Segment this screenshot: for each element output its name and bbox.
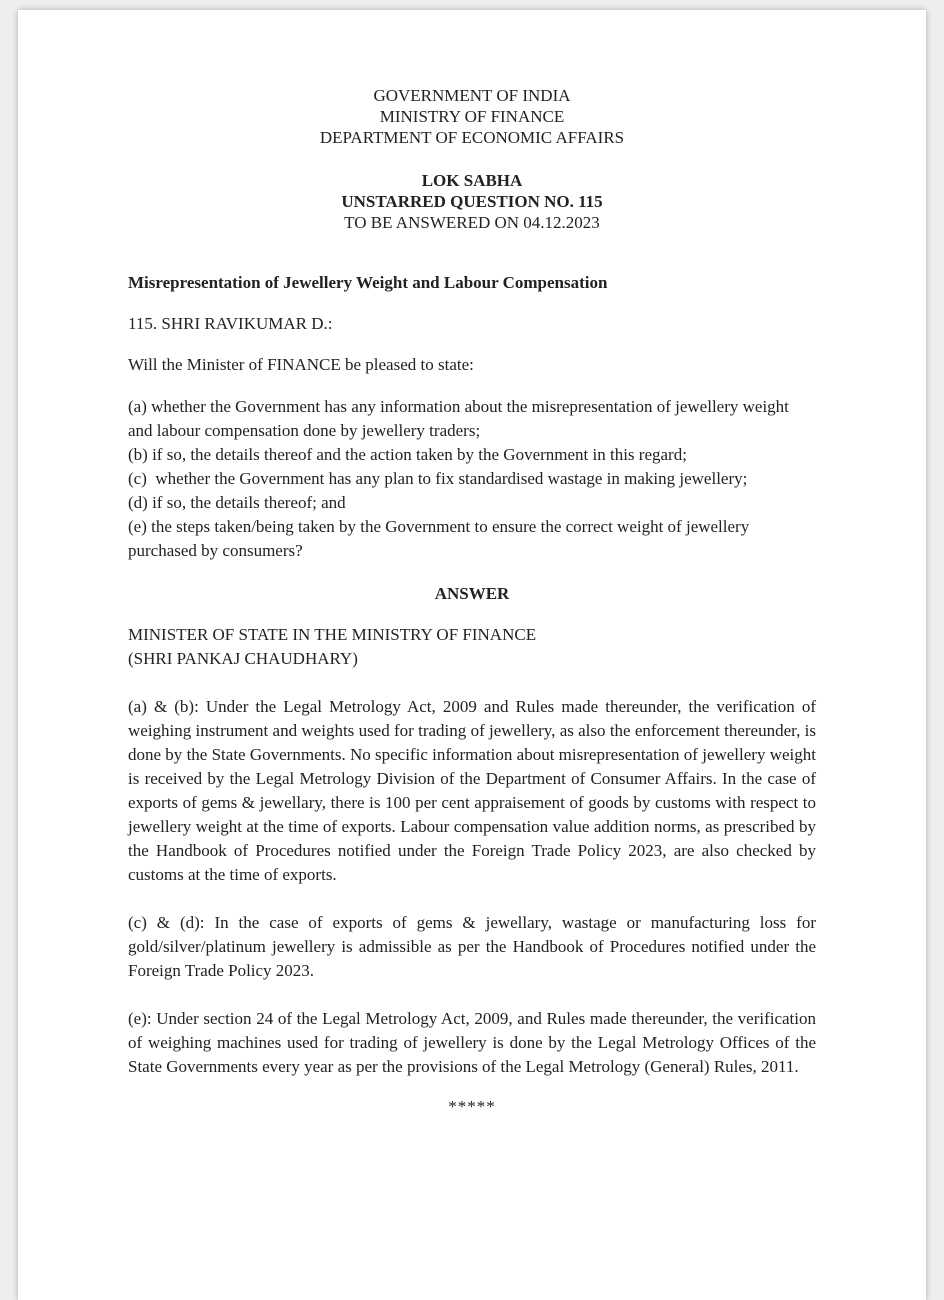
minister-name: (SHRI PANKAJ CHAUDHARY) (128, 649, 358, 668)
end-marker: ***** (448, 1097, 496, 1116)
minister-block (128, 623, 816, 671)
document-body (128, 85, 816, 1119)
answer-heading: ANSWER (434, 584, 510, 603)
question-intro: Will the Minister of FINANCE be pleased to state: (128, 355, 474, 374)
house-name: LOK SABHA (421, 171, 523, 190)
question-c: (c) whether the Government has any plan to fix standardised wastage in making jewellery; (128, 469, 748, 488)
question-subject: Misrepresentation of Jewellery Weight and Labour Compensation (128, 273, 608, 292)
question-number: UNSTARRED QUESTION NO. 115 (341, 192, 603, 211)
answer-a-b: (a) & (b): Under the Legal Metrology Act, 2009 and Rules made thereunder, the verification of weighing instrument and weights used for trading of jewellery, as also the enforcement thereunder, is done by the State Governments. No specific information about misrepresentation of jewellery weight is received by the Legal Metrology Division of the Department of Consumer Affairs. In the case of exports of gems & jewellary, there is 100 per cent appraisement of goods by customs with respect to jewellery weight at the time of exports. Labour compensation value addition norms, as prescribed by the Handbook of Procedures notified under the Foreign Trade Policy 2023, are also checked by customs at the time of exports. (128, 697, 816, 884)
question-b: (b) if so, the details thereof and the action taken by the Government in this regard; (128, 445, 687, 464)
header-government: GOVERNMENT OF INDIA (373, 86, 571, 105)
member-name: 115. SHRI RAVIKUMAR D.: (128, 314, 333, 333)
office-header (128, 85, 816, 148)
minister-title: MINISTER OF STATE IN THE MINISTRY OF FINANCE (128, 625, 537, 644)
header-ministry: MINISTRY OF FINANCE (379, 107, 565, 126)
question-d: (d) if so, the details thereof; and (128, 493, 346, 512)
question-a: (a) whether the Government has any information about the misrepresentation of jewellery weight and labour compensation done by jewellery traders; (128, 397, 789, 440)
answer-e: (e): Under section 24 of the Legal Metrology Act, 2009, and Rules made thereunder, the verification of weighing machines used for trading of jewellery is done by the Legal Metrology Offices of the State Governments every year as per the provisions of the Legal Metrology (General) Rules, 2011. (128, 1009, 816, 1076)
question-e: (e) the steps taken/being taken by the Government to ensure the correct weight of jewellery purchased by consumers? (128, 517, 750, 560)
header-department: DEPARTMENT OF ECONOMIC AFFAIRS (319, 128, 625, 147)
question-list (128, 395, 816, 563)
answer-date: TO BE ANSWERED ON 04.12.2023 (344, 213, 600, 232)
question-block (128, 170, 816, 233)
document-page (18, 10, 926, 1300)
answer-c-d: (c) & (d): In the case of exports of gems & jewellary, wastage or manufacturing loss for gold/silver/platinum jewellery is admissible as per the Handbook of Procedures notified under the Foreign Trade Policy 2023. (128, 913, 816, 980)
